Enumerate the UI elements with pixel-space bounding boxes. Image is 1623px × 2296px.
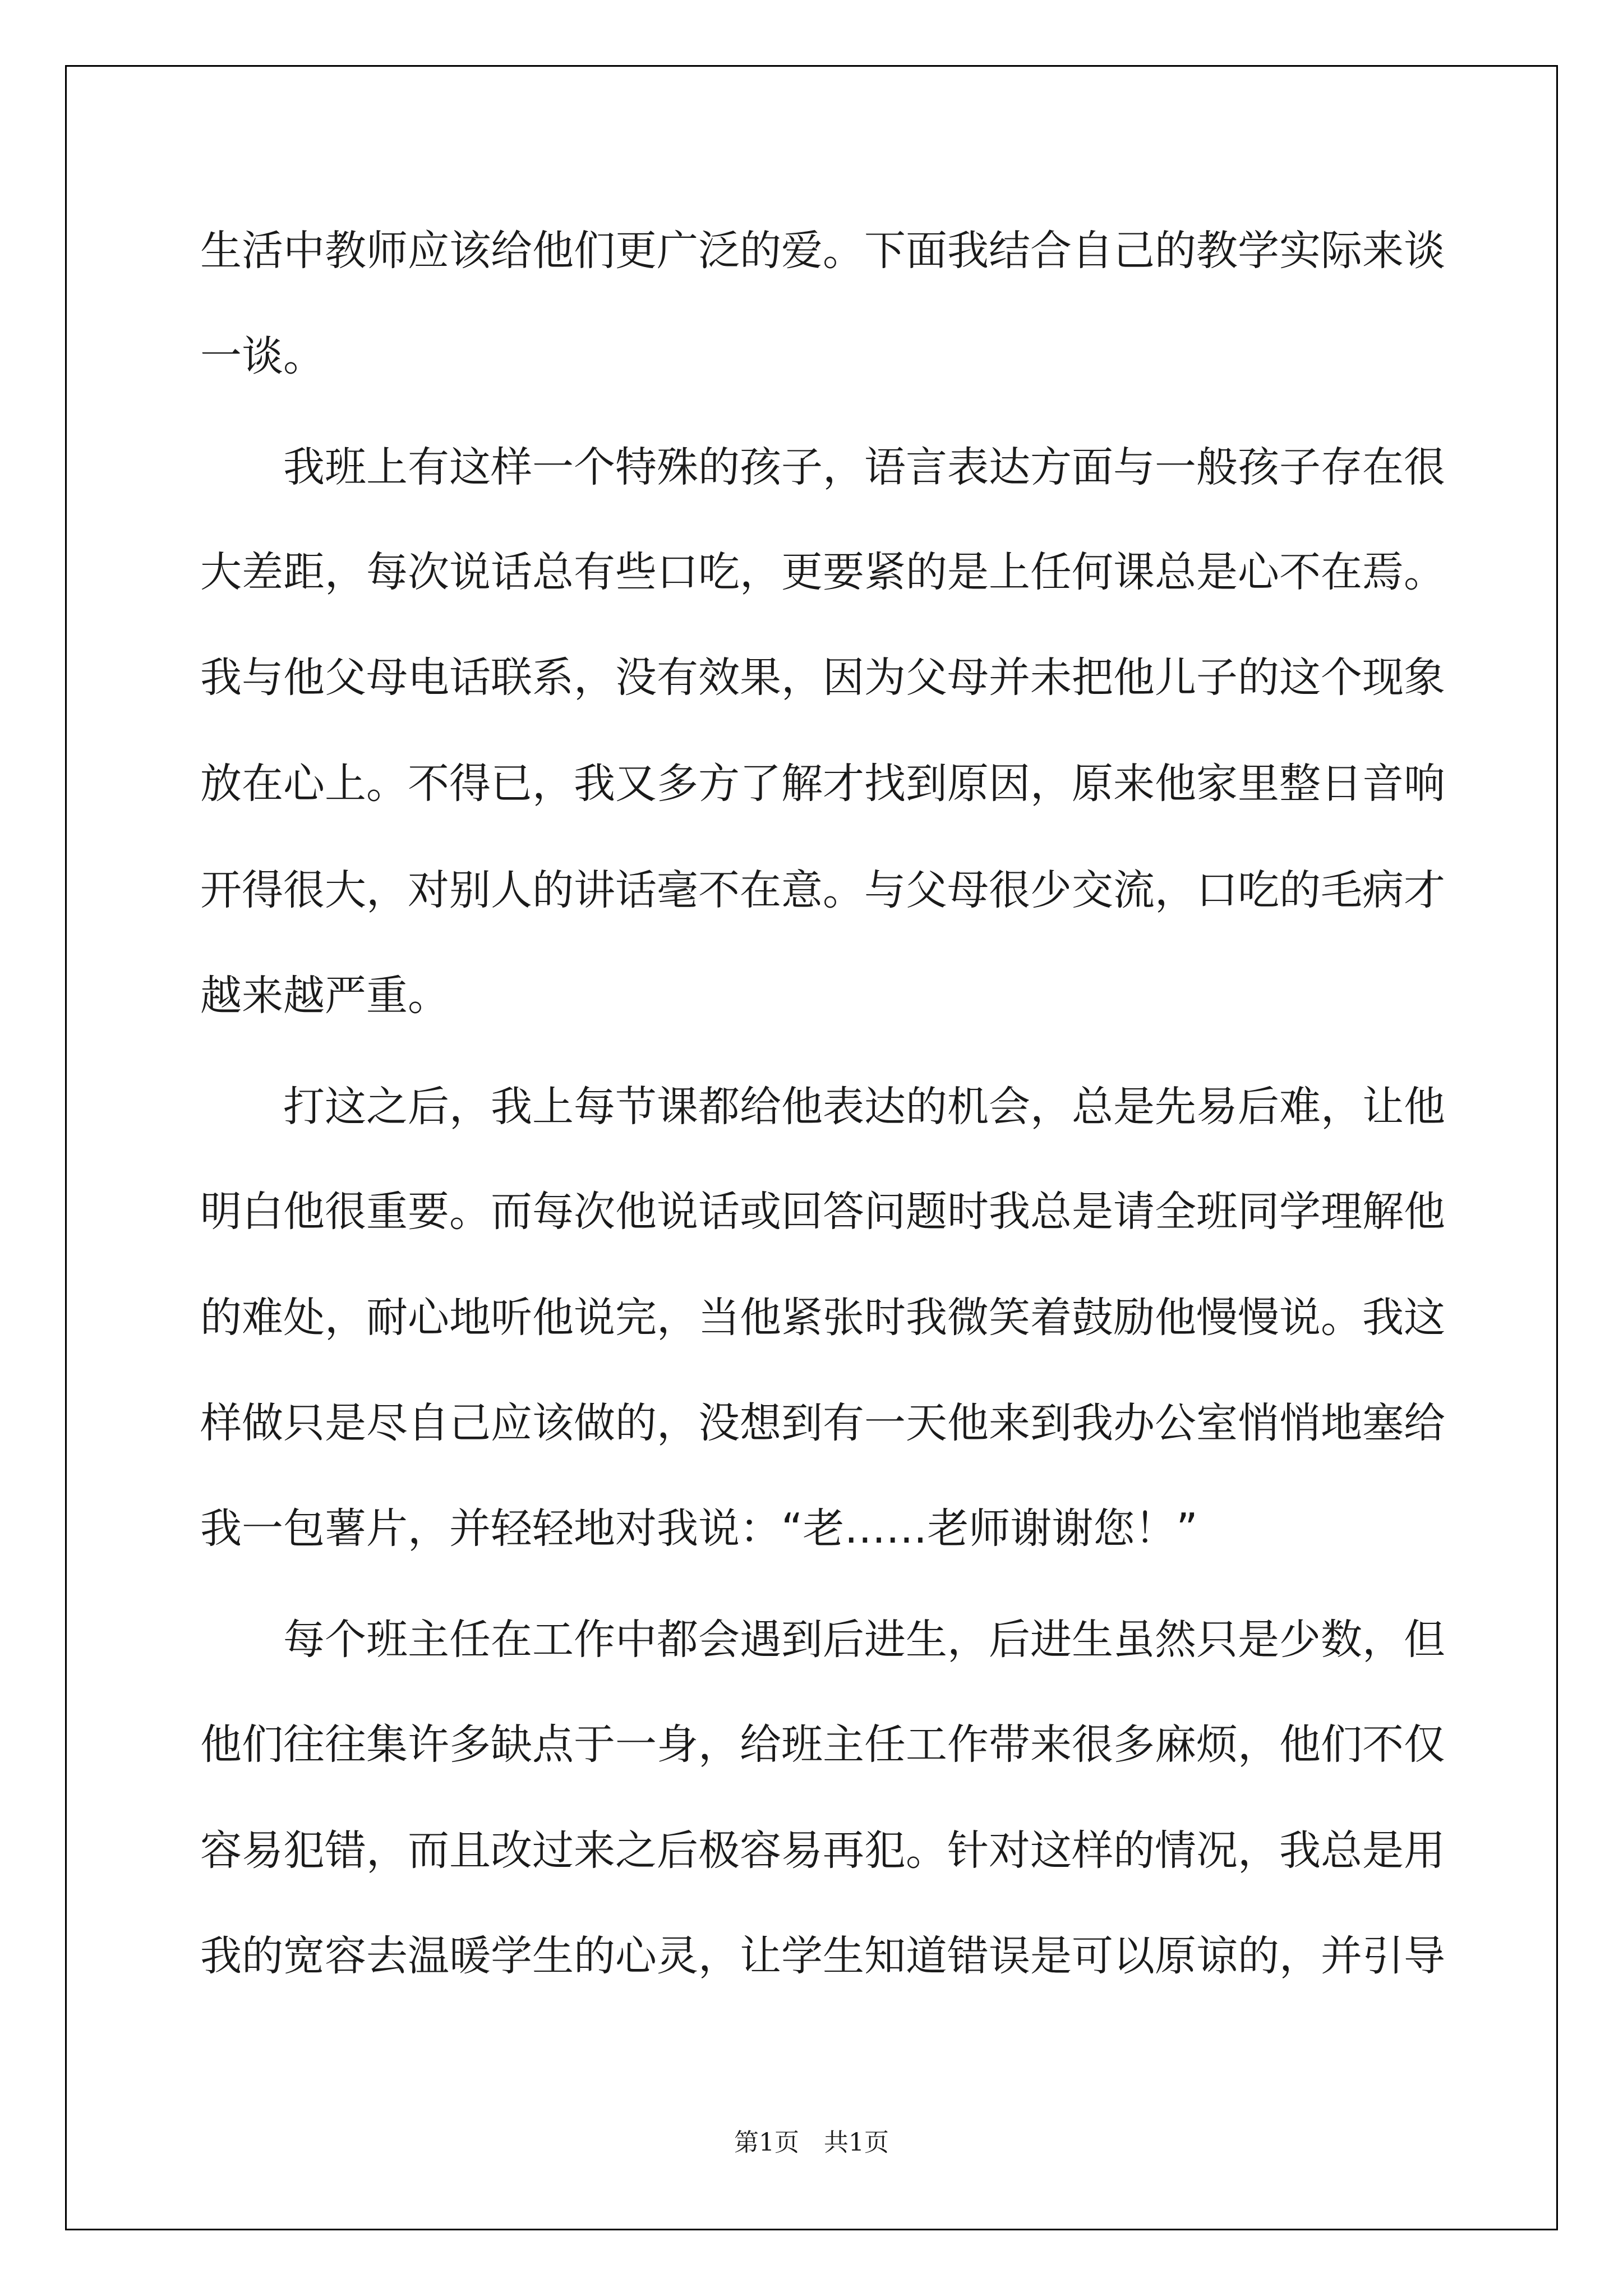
text-line: 样做只是尽自己应该做的，没想到有一天他来到我办公室悄悄地塞给 xyxy=(200,1399,1445,1447)
text-line: 生活中教师应该给他们更广泛的爱。下面我结合自己的教学实际来谈 xyxy=(200,227,1445,275)
text-line: 大差距，每次说话总有些口吃，更要紧的是上任何课总是心不在焉。 xyxy=(200,548,1445,596)
text-line: 我班上有这样一个特殊的孩子，语言表达方面与一般孩子存在很 xyxy=(283,443,1445,491)
text-line: 我的宽容去温暖学生的心灵，让学生知道错误是可以原谅的，并引导 xyxy=(200,1932,1445,1980)
text-line: 越来越严重。 xyxy=(200,972,449,1020)
text-line: 开得很大，对别人的讲话毫不在意。与父母很少交流，口吃的毛病才 xyxy=(200,866,1445,914)
text-line: 容易犯错，而且改过来之后极容易再犯。针对这样的情况，我总是用 xyxy=(200,1826,1445,1875)
text-line: 他们往往集许多缺点于一身，给班主任工作带来很多麻烦，他们不仅 xyxy=(200,1720,1445,1769)
text-line: 一谈。 xyxy=(200,332,325,380)
text-line: 打这之后，我上每节课都给他表达的机会，总是先易后难，让他 xyxy=(283,1083,1445,1131)
text-line: 放在心上。不得已，我又多方了解才找到原因，原来他家里整日音响 xyxy=(200,760,1445,808)
text-line: 我一包薯片，并轻轻地对我说：“老……老师谢谢您！” xyxy=(200,1504,1198,1553)
text-line: 明白他很重要。而每次他说话或回答问题时我总是请全班同学理解他 xyxy=(200,1188,1445,1236)
text-line: 每个班主任在工作中都会遇到后进生，后进生虽然只是少数，但 xyxy=(283,1616,1445,1664)
text-line: 我与他父母电话联系，没有效果，因为父母并未把他儿子的这个现象 xyxy=(200,654,1445,702)
text-line: 的难处，耐心地听他说完，当他紧张时我微笑着鼓励他慢慢说。我这 xyxy=(200,1294,1445,1342)
page-number-footer: 第1页 共1页 xyxy=(734,2128,889,2157)
page-border xyxy=(65,65,1558,2230)
